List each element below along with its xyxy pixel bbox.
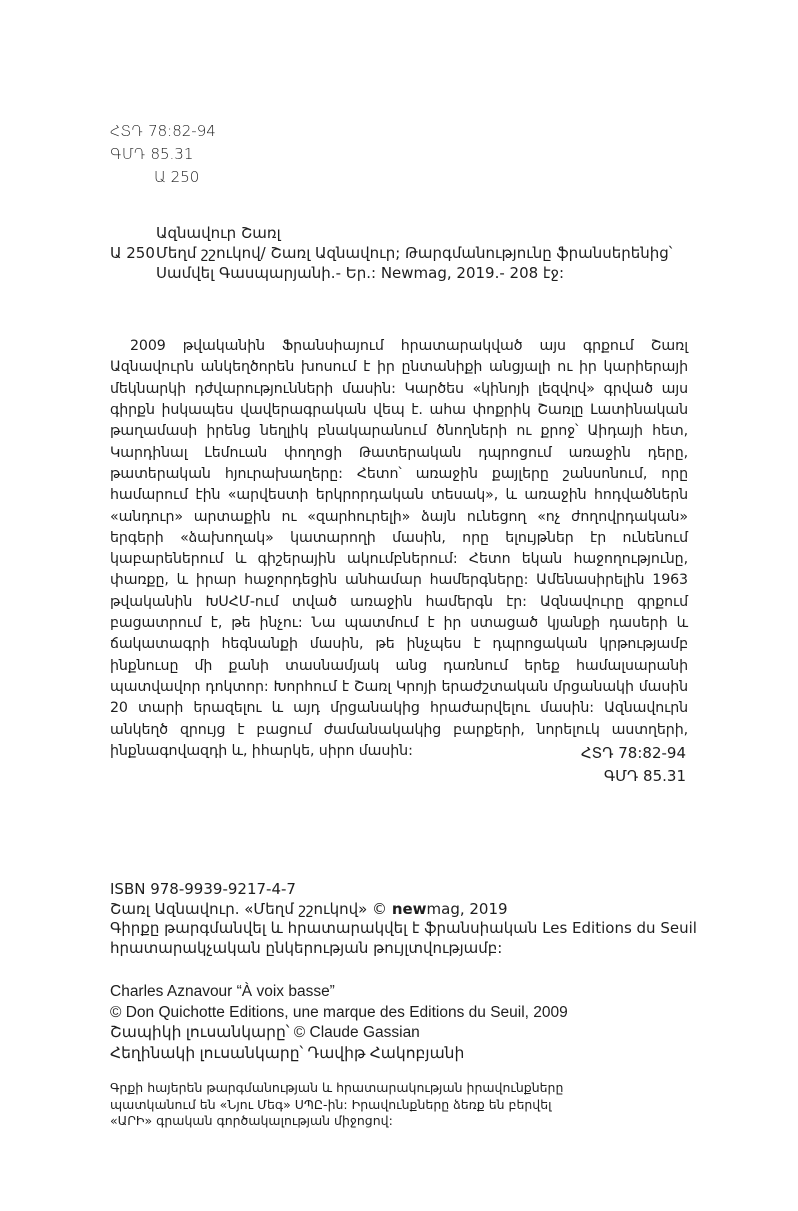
book-abstract: 2009 թվականին Ֆրանսիայում հրատարակված այս գրքում Շառլ Ազնավուրն անկեղծորեն խոսում է իր ընտանիքի անցյալի ու իր կարիերայի մեկնարկի դժվարությունների մասին: Կարծես «կինոյի լեզվով» գրված այս գիրքն իսկապես վավերագրական վեպ է. ահա փոքրիկ Շառլը Լատինական թաղամասի իրենց նեղլիկ բնակարանում ծնողների ու քրոջ՝ Աիդայի հետ, Կարդինալ Լեմուան փողոցի Թատերական դպրոցում առաջին դերը, թատերական հյուրախաղերը: Հետո՝ առաջին քայլերը շանսոնում, որը համարում էին «արվեստի երկրորդական տեսակ», և առաջին հոդվածներն «անդուր» արտաքին ու «զարհուրելի» ձայն ունեցող «ոչ ժողովրդական» երգերի «ձախողակ» կատարողի մասին, որը ելույթներ էր ունենում կաբարեներում և գիշերային ակումբներում: Հետո եկան հաջողությունը, փառքը, և իրար հաջորդեցին անհամար համերգները: Ամենասիրելին 1963 թվականին ԽՍՀՄ-ում տված առաջին համերգն էր: Ազնավուրը գրքում բացատրում է, թե ինչու: Նա պատմում է իր ստացած կյանքի դասերի և ճակատագրի հեգնանքի մասին, թե ինչպես է դպրոցական կրթությամբ ինքնուսը մի քանի տասնամյակ անց դառնում երեք համալսարանի պատվավոր դոկտոր: Խորհում է Շառլ Կրոյի երաժշտական մրցանակի մասին 20 տարի երազելու և այդ մրցանակից հրաժարվելու մասին: Ազնավուրն անկեղծ զրույց է բացում ժամանակակից բարքերի, նորելուկ աստղերի, ինքնագովազդի և, իհարկե, սիրո մասին: [110,338,688,759]
classification-codes-top [110,120,216,189]
author-mark: Ա 250 [154,168,200,186]
catalog-details: Սամվել Գասպարյանի.- Եր.: Newmag, 2019.- 208 էջ: [156,264,565,282]
catalog-title: Մեղմ շշուկով/ Շառլ Ազնավուր; Թարգմանությունը ֆրանսերենից՝ [156,244,673,262]
original-copyright: © Don Quichotte Editions, une marque des Editions du Seuil, 2009 [110,1003,568,1021]
catalog-card [110,223,700,283]
rights-line-1: Գրքի հայերեն թարգմանության և հրատարակության իրավունքները [110,1080,564,1095]
isbn: ISBN 978-9939-9217-4-7 [110,880,296,898]
lbc-code: ԳՄԴ 85.31 [110,145,194,163]
license-line-1: Գիրքը թարգմանվել և հրատարակվել է ֆրանսիական Les Editions du Seuil [110,919,697,937]
publisher-logo-rest: mag, 2019 [426,899,508,918]
original-title: Charles Aznavour “À voix basse” [110,983,335,1000]
rights-notice [110,1080,610,1130]
udc-code: ՀՏԴ 78:82-94 [580,744,686,762]
credits-block [110,982,710,1064]
lbc-code: ԳՄԴ 85.31 [603,767,686,785]
classification-codes-bottom [581,742,686,788]
author-photo-credit: Հեղինակի լուսանկարը՝ Դավիթ Հակոբյանի [110,1044,465,1062]
catalog-mark: Ա 250 [110,244,155,262]
copyright-line [110,900,710,920]
rights-line-3: «ԱՐԻ» գրական գործակալության միջոցով: [110,1113,393,1128]
rights-line-2: պատկանում են «Նյու Մեգ» ՍՊԸ-ին: Իրավունքները ձեռք են բերվել [110,1096,552,1112]
copyright-prefix: Շառլ Ազնավուր. «Մեղմ շշուկով» © [110,899,392,918]
udc-code: ՀՏԴ 78:82-94 [110,122,216,140]
imprint-block [110,880,710,958]
cover-photo-credit: Շապիկի լուսանկարը՝ © Claude Gassian [110,1024,420,1041]
license-line-2: հրատարակչական ընկերության թույլտվությամբ: [110,938,503,957]
publisher-logo-bold: new [391,899,427,918]
catalog-author: Ազնավուր Շառլ [156,224,281,242]
